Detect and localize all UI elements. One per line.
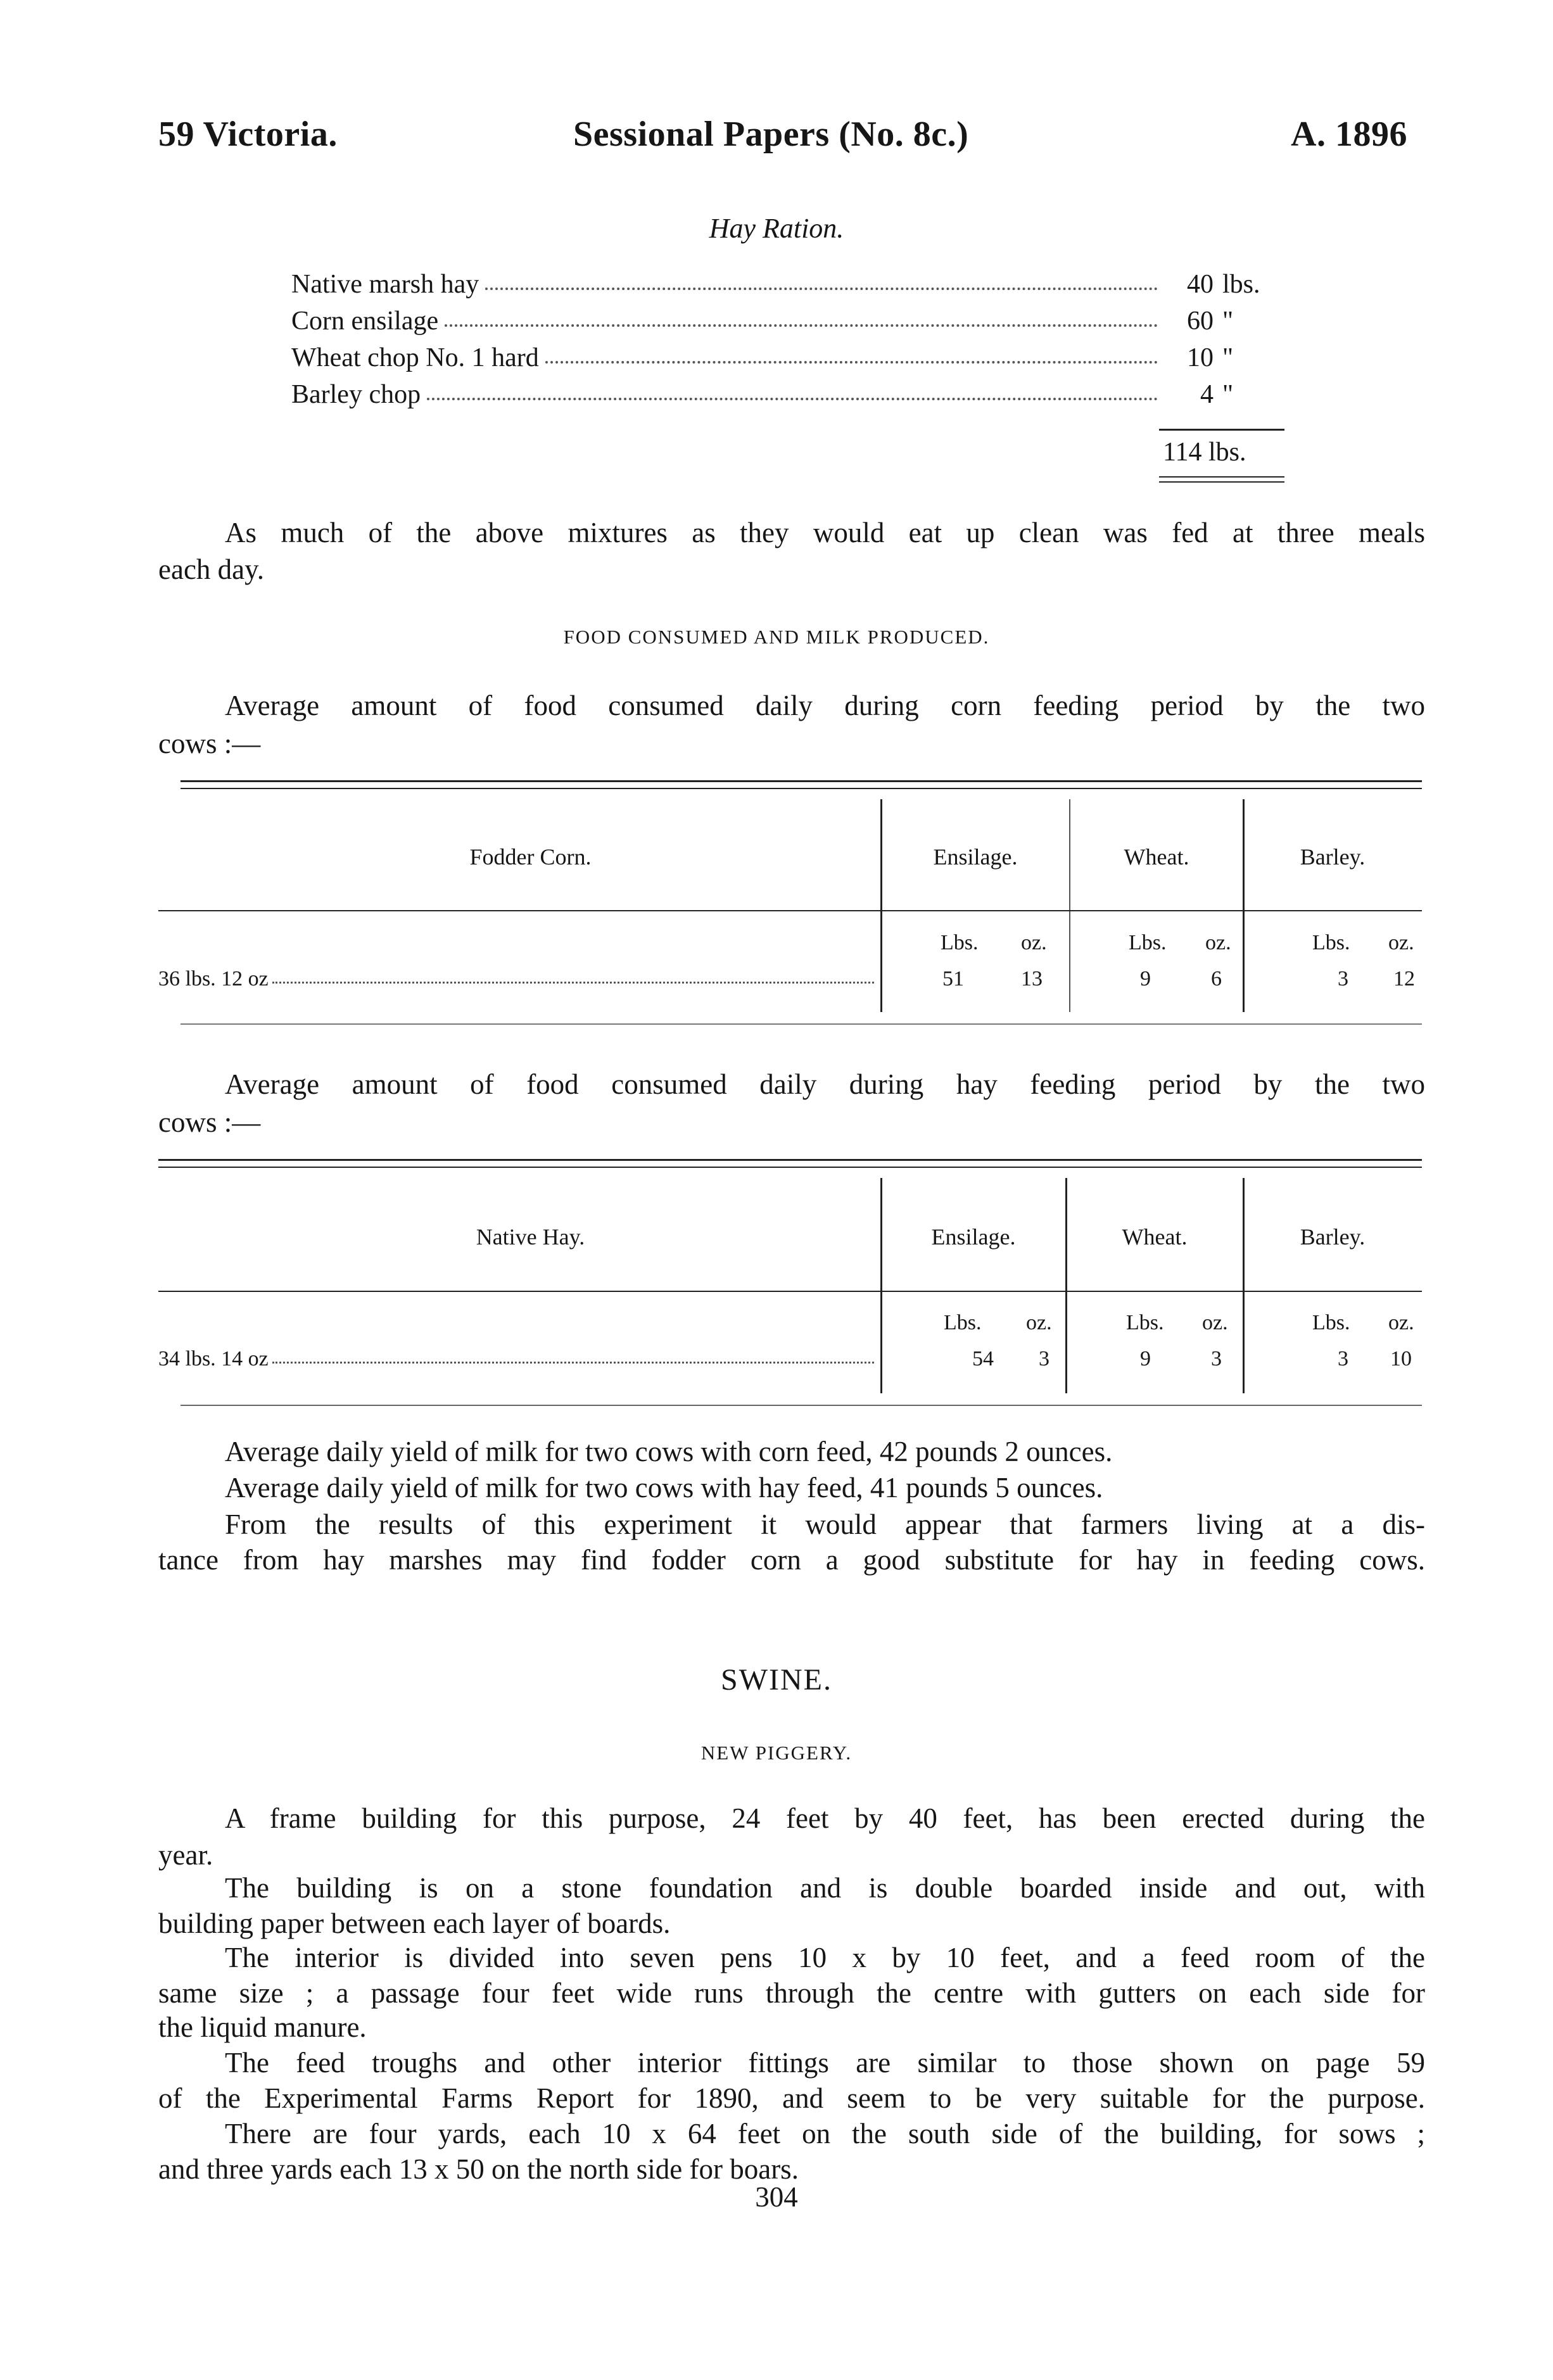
ration-item-unit: lbs. — [1222, 270, 1260, 299]
piggery-para3-line3: the liquid manure. — [158, 2011, 367, 2043]
native-hay-amount: 34 lbs. 14 oz — [158, 1347, 269, 1370]
column-divider — [1243, 799, 1245, 1012]
milk-yield-hay: Average daily yield of milk for two cows with hay feed, 41 pounds 5 ounces. — [225, 1472, 1103, 1503]
column-header-ensilage: Ensilage. — [931, 1224, 1016, 1250]
leader-dots — [272, 975, 874, 984]
ration-item-value: 60 — [1187, 307, 1214, 336]
unit-lbs: Lbs. — [1312, 931, 1350, 954]
ration-item-label: Corn ensilage — [291, 307, 439, 336]
ration-item — [291, 376, 1292, 413]
wheat-oz: 6 — [1211, 967, 1222, 991]
piggery-para1-line2: year. — [158, 1839, 213, 1871]
corn-intro-line2: cows :— — [158, 728, 261, 759]
leader-dots — [272, 1355, 874, 1364]
header-rule — [158, 1291, 1422, 1292]
mixture-note-line1: As much of the above mixtures as they would eat up clean was fed at three meals — [225, 517, 1425, 548]
unit-oz: oz. — [1202, 1311, 1228, 1334]
barley-lbs: 3 — [1338, 967, 1348, 991]
piggery-para5-line2: and three yards each 13 x 50 on the north side for boars. — [158, 2153, 799, 2185]
piggery-para4-line2: of the Experimental Farms Report for 1890, and seem to be very suitable for the purpose. — [158, 2082, 1425, 2114]
unit-lbs: Lbs. — [1129, 931, 1167, 954]
sum-rule — [1159, 429, 1284, 431]
table-bottom-rule — [181, 1023, 1422, 1025]
piggery-para1-line1: A frame building for this purpose, 24 feet by 40 feet, has been erected during the — [225, 1802, 1425, 1834]
table-top-rule — [181, 780, 1422, 782]
unit-oz: oz. — [1026, 1311, 1052, 1334]
piggery-para2-line2: building paper between each layer of boards. — [158, 1908, 671, 1939]
food-consumed-heading: FOOD CONSUMED AND MILK PRODUCED. — [563, 626, 990, 648]
hay-ration-title: Hay Ration. — [709, 213, 844, 244]
unit-lbs: Lbs. — [1312, 1311, 1350, 1334]
ration-item-label: Native marsh hay — [291, 270, 479, 299]
hay-row-label — [158, 1347, 874, 1371]
ration-total: 114 lbs. — [1163, 438, 1246, 467]
column-header-barley: Barley. — [1300, 844, 1366, 870]
ensilage-lbs: 51 — [942, 967, 964, 991]
column-header-wheat: Wheat. — [1122, 1224, 1188, 1250]
hay-intro-line1: Average amount of food consumed daily during hay feeding period by the two — [225, 1068, 1425, 1100]
ration-item-label: Barley chop — [291, 380, 421, 409]
unit-oz: oz. — [1388, 1311, 1414, 1334]
piggery-para5-line1: There are four yards, each 10 x 64 feet on the south side of the building, for sows ; — [225, 2118, 1425, 2149]
unit-oz: oz. — [1388, 931, 1414, 954]
total-double-rule-bottom — [1159, 481, 1284, 483]
unit-lbs: Lbs. — [941, 931, 979, 954]
ration-item-unit: " — [1222, 343, 1234, 372]
barley-lbs: 3 — [1338, 1347, 1348, 1370]
column-divider — [1243, 1178, 1245, 1393]
column-header-ensilage: Ensilage. — [933, 844, 1018, 870]
column-header-wheat: Wheat. — [1124, 844, 1189, 870]
wheat-lbs: 9 — [1140, 967, 1151, 991]
ration-item-unit: " — [1222, 380, 1234, 409]
ensilage-oz: 3 — [1039, 1347, 1049, 1370]
ensilage-lbs: 54 — [972, 1347, 994, 1370]
subsection-title-new-piggery: NEW PIGGERY. — [700, 1742, 853, 1764]
table-top-rule — [158, 1159, 1422, 1161]
conclusion-line2: tance from hay marshes may find fodder corn a good substitute for hay in feeding cows. — [158, 1544, 1425, 1576]
conclusion-line1: From the results of this experiment it would appear that farmers living at a dis- — [225, 1509, 1425, 1540]
header-sessional-papers: Sessional Papers (No. 8c.) — [573, 115, 969, 154]
mixture-note-line2: each day. — [158, 554, 264, 585]
total-double-rule-top — [1159, 476, 1284, 478]
barley-oz: 12 — [1393, 967, 1415, 991]
leader-dots — [445, 315, 1158, 327]
column-header-barley: Barley. — [1300, 1224, 1366, 1250]
leader-dots — [545, 352, 1158, 364]
table-bottom-rule — [181, 1405, 1422, 1406]
leader-dots — [485, 279, 1158, 290]
piggery-para4-line1: The feed troughs and other interior fittings are similar to those shown on page 59 — [225, 2047, 1425, 2079]
piggery-para2-line1: The building is on a stone foundation and is double boarded inside and out, with — [225, 1872, 1425, 1904]
ration-item-value: 40 — [1187, 270, 1214, 299]
hay-ration-list — [291, 266, 1292, 413]
unit-lbs: Lbs. — [1126, 1311, 1164, 1334]
piggery-para3-line1: The interior is divided into seven pens 10 x by 10 feet, and a feed room of the — [225, 1942, 1425, 1973]
wheat-oz: 3 — [1211, 1347, 1222, 1370]
header-rule — [158, 910, 1422, 911]
ration-item — [291, 266, 1292, 303]
column-divider — [1069, 799, 1070, 1012]
column-header-fodder-corn: Fodder Corn. — [469, 844, 592, 870]
ration-item — [291, 339, 1292, 376]
header-volume: 59 Victoria. — [158, 115, 338, 154]
barley-oz: 10 — [1390, 1347, 1412, 1370]
unit-oz: oz. — [1021, 931, 1047, 954]
column-divider — [1065, 1178, 1067, 1393]
ration-item-label: Wheat chop No. 1 hard — [291, 343, 539, 372]
wheat-lbs: 9 — [1140, 1347, 1151, 1370]
ration-item-value: 10 — [1187, 343, 1214, 372]
piggery-para3-line2: same size ; a passage four feet wide runs through the centre with gutters on each side for — [158, 1977, 1425, 2009]
section-title-swine: SWINE. — [721, 1663, 832, 1697]
column-header-native-hay: Native Hay. — [476, 1224, 585, 1250]
fodder-corn-amount: 36 lbs. 12 oz — [158, 967, 269, 991]
header-year: A. 1896 — [1291, 115, 1407, 154]
hay-intro-line2: cows :— — [158, 1106, 261, 1138]
corn-row-label — [158, 967, 874, 991]
unit-lbs: Lbs. — [944, 1311, 982, 1334]
ration-item-value: 4 — [1200, 380, 1214, 409]
column-divider — [880, 1178, 882, 1393]
table-top-rule-2 — [158, 1167, 1422, 1168]
column-divider — [880, 799, 882, 1012]
ensilage-oz: 13 — [1021, 967, 1043, 991]
page-number: 304 — [755, 2181, 798, 2213]
table-top-rule-2 — [181, 788, 1422, 789]
corn-intro-line1: Average amount of food consumed daily during corn feeding period by the two — [225, 690, 1425, 721]
leader-dots — [427, 389, 1158, 400]
ration-item — [291, 303, 1292, 339]
milk-yield-corn: Average daily yield of milk for two cows with corn feed, 42 pounds 2 ounces. — [225, 1436, 1113, 1467]
unit-oz: oz. — [1205, 931, 1231, 954]
ration-item-unit: " — [1222, 307, 1234, 336]
